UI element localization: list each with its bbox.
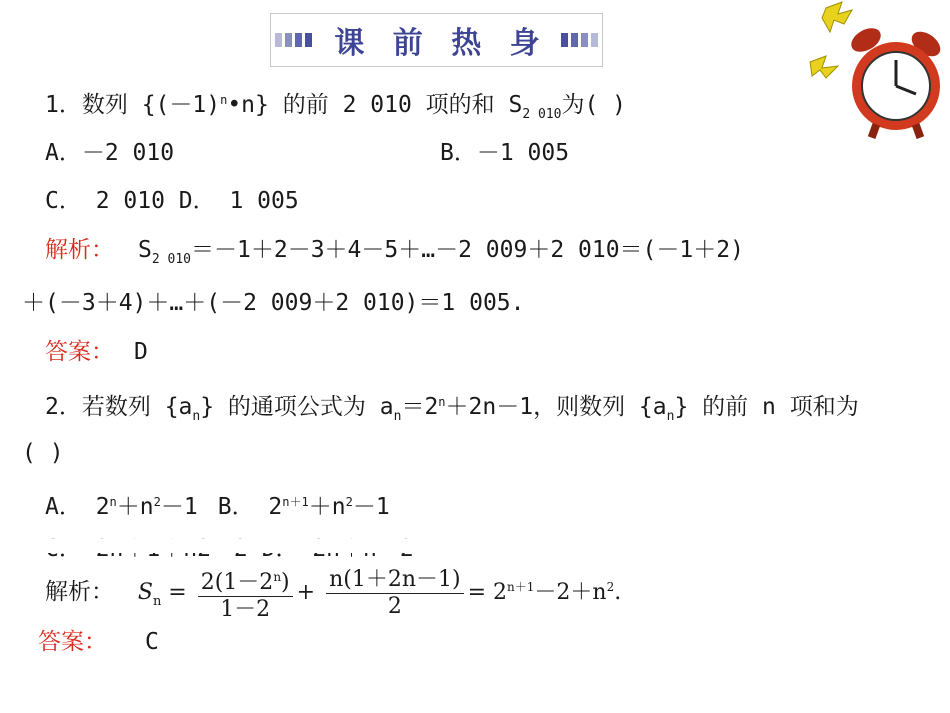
q1-option-a: A．－2 010 [45,140,175,166]
q2-analysis-label: 解析： [45,579,114,605]
q1-stem-part-c: 为( ) [561,92,627,118]
q1-stem-sub: 2 010 [522,107,562,122]
q2-option-b-mid: ＋n [308,494,346,520]
q2-frac2-den: 2 [387,593,402,619]
q2-option-b-sup2: 2 [345,495,353,509]
q2-option-a-end: －1 [160,494,198,520]
q2-frac1-den: 1－2 [220,596,271,622]
q1-analysis-line1 [45,235,744,275]
q2-stem-sub1: n [192,409,201,424]
q2-stem-sub2: n [393,409,402,424]
q1-analysis-label: 解析： [45,237,114,263]
q2-options-ab [45,487,390,522]
q1-answer-value: D [134,339,148,365]
title-banner [270,13,603,67]
q2-fraction-1 [198,564,293,623]
title-left-bars [275,33,312,47]
q2-formula-rhs-mid: －2＋n [534,580,607,605]
q2-analysis [45,560,621,629]
q2-frac1-num-end: ) [281,569,290,595]
alarm-clock-icon [808,0,950,140]
q2-option-a-sup2: 2 [153,495,161,509]
q1-analysis-sub: 2 010 [151,252,191,267]
content-cutoff-cover [40,539,600,553]
q2-fraction-2 [326,567,464,620]
q2-formula-lhs-sub: n [152,594,162,609]
q2-formula-rhs-end: . [614,580,622,605]
q2-option-b-end: －1 [352,494,390,520]
q2-stem-part-d: ＋2n－1，则数列 {a [445,394,667,420]
q2-frac1-num: 2(1－2 [200,569,274,595]
q1-stem-part-a: 1．数列 {(－1) [45,92,221,118]
title-right-bars [561,33,598,47]
q2-formula-rhs-sup: n＋1 [507,580,535,594]
q1-answer [45,337,148,367]
q2-frac1-num-sup: n [273,569,282,584]
q1-option-b: B．－1 005 [440,140,570,166]
q1-stem-part-b: •n} 的前 2 010 项的和 S [227,92,523,118]
q2-option-b-sup: n＋1 [282,495,309,509]
q2-stem-part-c: ＝2 [401,394,439,420]
q1-stem-sup: n [220,93,228,107]
page-title: 课 前 热 身 [334,26,549,61]
q1-analysis-text1: ＝－1＋2－3＋4－5＋…－2 009＋2 010＝(－1＋2) [191,237,744,263]
q2-formula: $S_n$ = $\frac{2(1-2^n)}{1-2}$ + $\frac{n(1+2n-1)}{2}$ = $2^{n+1}-2+n^2$. [138,580,621,605]
q1-stem [45,85,626,130]
q2-frac2-num: n(1＋2n－1) [326,567,464,594]
q2-stem-sup: n [438,395,446,409]
q1-option-cd: C． 2 010 D． 1 005 [45,188,299,214]
q2-option-a-mid: ＋n [116,494,154,520]
q1-analysis-line2: ＋(－3＋4)＋…＋(－2 009＋2 010)＝1 005. [22,290,525,316]
q2-stem-paren: ( ) [22,440,64,466]
q2-answer [38,627,159,657]
q1-analysis-s: S [138,237,152,263]
q2-stem-part-b: } 的通项公式为 a [200,394,394,420]
q2-option-b-base: B． 2 [217,494,283,520]
q2-answer-value: C [145,629,159,655]
q2-formula-lhs: S [137,580,153,605]
q2-formula-rhs-sup2: 2 [606,580,615,594]
q2-stem-part-e: } 的前 n 项和为 [674,394,859,420]
q1-answer-label: 答案： [45,339,114,365]
q2-option-a-base: A． 2 [45,494,110,520]
q2-stem-sub3: n [666,409,675,424]
q2-formula-rhs: 2 [493,580,508,605]
q2-stem-part-a: 2．若数列 {a [45,394,193,420]
q2-answer-label: 答案： [38,629,107,655]
q2-stem [45,387,859,432]
q2-option-a-sup: n [109,495,117,509]
